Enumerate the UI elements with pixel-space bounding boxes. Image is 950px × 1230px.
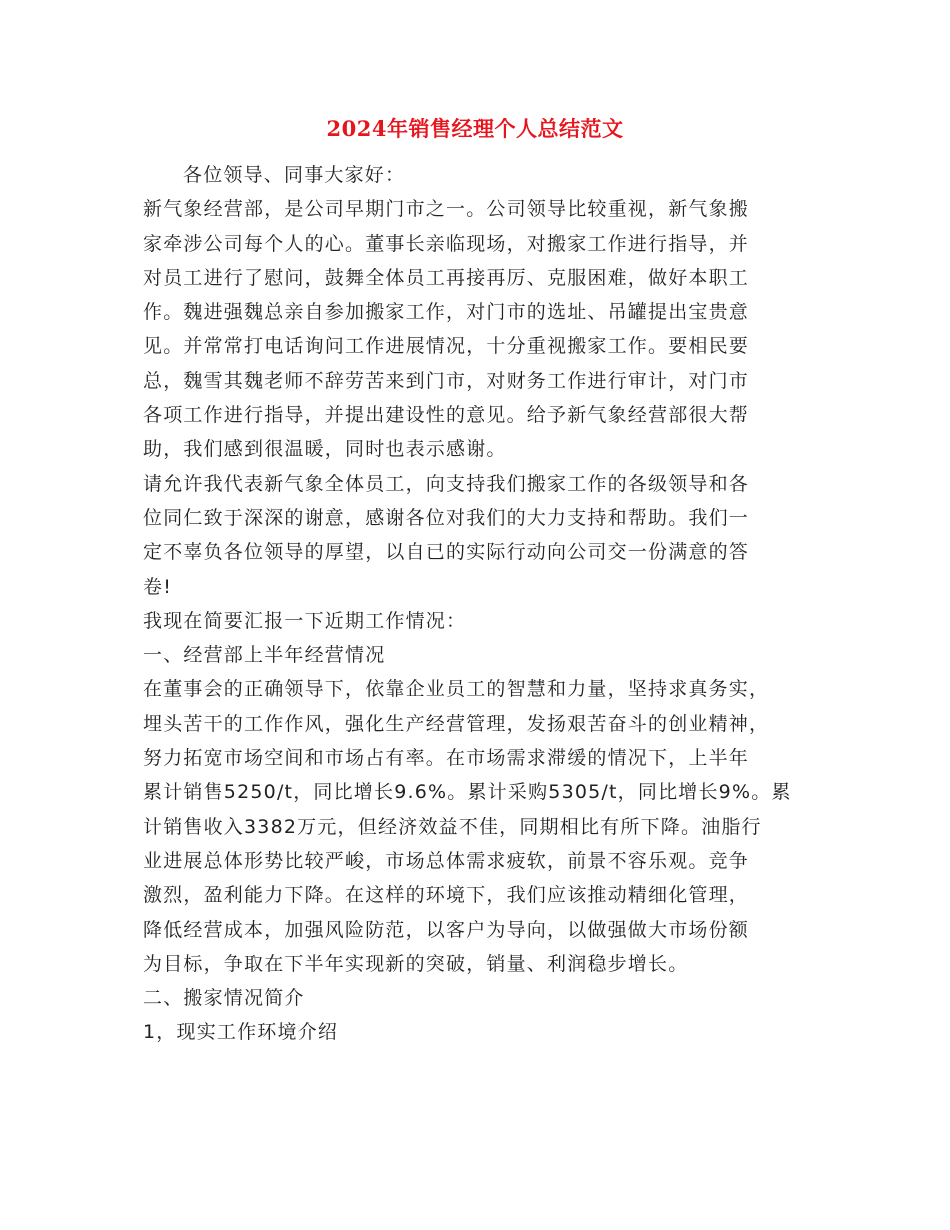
text-line: 家牵涉公司每个人的心。董事长亲临现场，对搬家工作进行指导，并 xyxy=(143,232,750,255)
text-line: 请允许我代表新气象全体员工，向支持我们搬家工作的各级领导和各 xyxy=(143,472,750,495)
text-line: 各项工作进行指导，并提出建设性的意见。给予新气象经营部很大帮 xyxy=(143,404,750,427)
text-line: 激烈，盈利能力下降。在这样的环境下，我们应该推动精细化管理， xyxy=(143,884,750,907)
text-line: 各位领导、同事大家好： xyxy=(183,164,406,186)
text-line: 我现在简要汇报一下近期工作情况： xyxy=(143,609,467,632)
section-heading: 二、搬家情况简介 xyxy=(143,987,305,1010)
text-line: 位同仁致于深深的谢意，感谢各位对我们的大力支持和帮助。我们一 xyxy=(143,506,750,529)
section-heading: 一、经营部上半年经营情况 xyxy=(143,644,386,667)
text-line: 新气象经营部，是公司早期门市之一。公司领导比较重视，新气象搬 xyxy=(143,198,750,221)
text-line: 对员工进行了慰问，鼓舞全体员工再接再厉、克服困难，做好本职工 xyxy=(143,266,750,289)
text-line: 在董事会的正确领导下，依靠企业员工的智慧和力量，坚持求真务实， xyxy=(143,678,770,701)
text-line: 总，魏雪其魏老师不辞劳苦来到门市，对财务工作进行审计，对门市 xyxy=(143,369,750,392)
text-line: 计销售收入3382万元，但经济效益不佳，同期相比有所下降。油脂行 xyxy=(143,815,762,838)
text-line: 助，我们感到很温暖，同时也表示感谢。 xyxy=(143,438,507,461)
document-body xyxy=(143,158,813,1050)
document-title: 2024年销售经理个人总结范文 xyxy=(326,116,624,141)
text-line: 努力拓宽市场空间和市场占有率。在市场需求滞缓的情况下，上半年 xyxy=(143,747,750,770)
text-line: 为目标，争取在下半年实现新的突破，销量、利润稳步增长。 xyxy=(143,952,689,975)
text-line: 见。并常常打电话询问工作进展情况，十分重视搬家工作。要相民要 xyxy=(143,335,750,358)
text-line: 降低经营成本，加强风险防范，以客户为导向，以做强做大市场份额 xyxy=(143,918,750,941)
text-line: 作。魏进强魏总亲自参加搬家工作，对门市的选址、吊罐提出宝贵意 xyxy=(143,301,750,324)
text-line: 累计销售5250/t，同比增长9.6%。累计采购5305/t，同比增长9%。累 xyxy=(143,781,792,804)
subsection-heading: 1，现实工作环境介绍 xyxy=(143,1021,339,1044)
text-line: 业进展总体形势比较严峻，市场总体需求疲软，前景不容乐观。竞争 xyxy=(143,849,750,872)
text-line: 卷! xyxy=(143,575,173,598)
text-line: 埋头苦干的工作作风，强化生产经营管理，发扬艰苦奋斗的创业精神， xyxy=(143,712,770,735)
text-line: 定不辜负各位领导的厚望，以自已的实际行动向公司交一份满意的答 xyxy=(143,541,750,564)
